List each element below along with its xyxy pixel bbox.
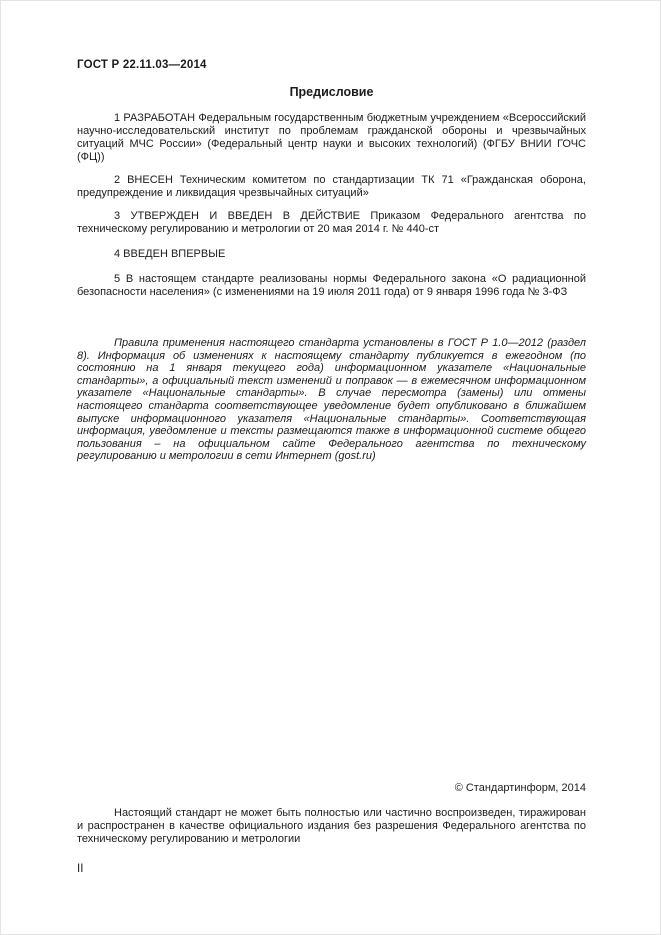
- foreword-item-submitted: 2 ВНЕСЕН Техническим комитетом по стандартизации ТК 71 «Гражданская оборона, предупреждение и ликвидация чрезвычайных ситуаций»: [77, 174, 586, 199]
- application-rules-note: Правила применения настоящего стандарта установлены в ГОСТ Р 1.0—2012 (раздел 8). Информация об изменениях к настоящему стандарту публикуется в ежегодном (по состоянию на 1 января текущего года) информационном указателе «Национальные стандарты», а официальный текст изменений и поправок — в ежемесячном информационном указателе «Национальные стандарты». В случае пересмотра (замены) или отмены настоящего стандарта соответствующее уведомление будет опубликовано в ближайшем выпуске информационного указателя «Национальные стандарты». Соответствующая информация, уведомление и тексты размещаются также в информационной системе общего пользования – на официальном сайте Федерального агентства по техническому регулированию и метрологии в сети Интернет (gost.ru): [77, 337, 586, 463]
- page-number: II: [77, 863, 84, 875]
- foreword-item-developed: 1 РАЗРАБОТАН Федеральным государственным бюджетным учреждением «Всероссийский научно-исследовательский институт по проблемам гражданской обороны и чрезвычайных ситуаций МЧС России» (Федеральный центр науки и высоких технологий) (ФГБУ ВНИИ ГОЧС (ФЦ)): [77, 112, 586, 163]
- foreword-item-law-norms: 5 В настоящем стандарте реализованы нормы Федерального закона «О радиационной безопасности населения» (с изменениями на 19 июля 2011 года) от 9 января 1996 года № 3-ФЗ: [77, 273, 586, 298]
- foreword-item-first-time: 4 ВВЕДЕН ВПЕРВЫЕ: [114, 248, 226, 260]
- reproduction-restriction-note: Настоящий стандарт не может быть полностью или частично воспроизведен, тиражирован и распространен в качестве официального издания без разрешения Федерального агентства по техническому регулированию и метрологии: [77, 807, 586, 845]
- page-title: Предисловие: [289, 85, 374, 99]
- foreword-item-approved: 3 УТВЕРЖДЕН И ВВЕДЕН В ДЕЙСТВИЕ Приказом Федерального агентства по техническому регулированию и метрологии от 20 мая 2014 г. № 440-ст: [77, 210, 586, 235]
- document-content: [77, 59, 586, 474]
- document-code: ГОСТ Р 22.11.03—2014: [77, 59, 207, 71]
- copyright-line: © Стандартинформ, 2014: [454, 782, 586, 794]
